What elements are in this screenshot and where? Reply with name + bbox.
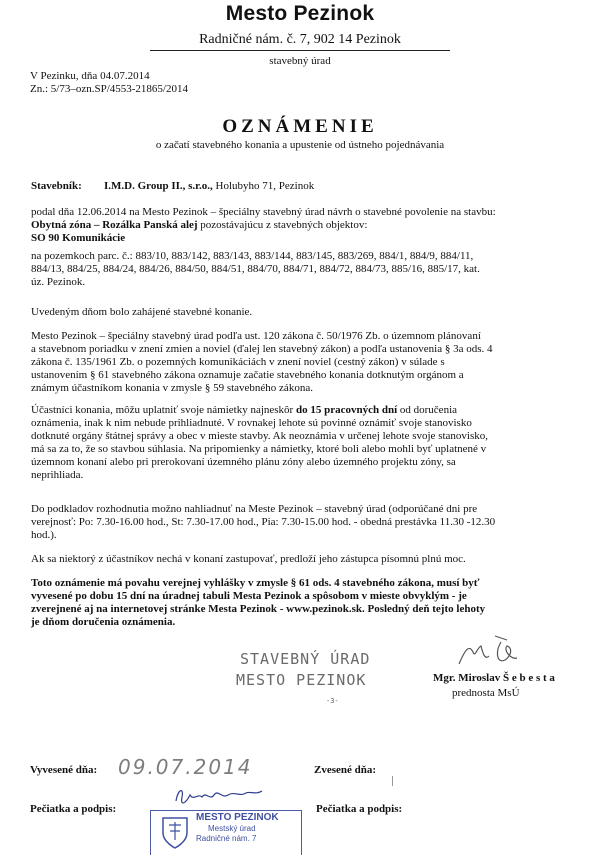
objections-line: má sa za to, že so stavbou súhlasia. Na pripomienky a námietky, ktoré boli alebo mohli byť uplatnené v <box>31 443 487 455</box>
publication-line: Toto oznámenie má povahu verejnej vyhlášky v zmysle § 61 ods. 4 stavebného zákona, musí byť <box>31 577 480 589</box>
publication-line: je dňom doručenia oznámenia. <box>31 616 176 628</box>
inspection-line: hod.). <box>31 529 57 541</box>
objections-post: od doručenia <box>397 404 458 416</box>
objections-line: dotknuté orgány štátnej správy a obec v mieste stavby. Ak neoznámia v určenej lehote svoje stanovisko, <box>31 430 488 442</box>
objections-line <box>31 404 580 417</box>
file-number: Zn.: 5/73–ozn.SP/4553-21865/2014 <box>30 83 188 95</box>
builder-value <box>104 180 314 192</box>
parcels-line: 884/13, 884/25, 884/24, 884/26, 884/50, 884/51, 884/70, 884/71, 884/72, 884/73, 885/16, 885/17, kat. <box>31 263 480 275</box>
city-stamp-line: MESTO PEZINOK <box>196 812 279 823</box>
builder-address: Holubyho 71, Pezinok <box>215 180 315 192</box>
parcels-paragraph <box>31 250 580 289</box>
objections-line: neprihliada. <box>31 469 84 481</box>
issuer-department: stavebný úrad <box>269 55 331 67</box>
representation-paragraph: Ak sa niektorý z účastníkov nechá v konaní zastupovať, predloží jeho zástupca písomnú plnú moc. <box>31 553 466 565</box>
application-paragraph <box>31 206 580 245</box>
inspection-paragraph <box>31 503 580 542</box>
publication-line: vyvesené po dobu 15 dní na úradnej tabuli Mesta Pezinok a spôsobom v mieste obvyklým - je <box>31 590 467 602</box>
objections-paragraph <box>31 404 580 482</box>
legal-basis-paragraph <box>31 330 580 395</box>
project-line <box>31 219 580 232</box>
issuer-address: Radničné nám. č. 7, 902 14 Pezinok <box>199 32 401 47</box>
objections-line: oznámenia, inak k nim nebude prihliadnuté. V rovnakej lehote sú povinné oznámiť svoje stanovisko <box>31 417 472 429</box>
project-name: Obytná zóna – Rozálka Panská alej <box>31 219 198 231</box>
builder-label: Stavebník: <box>31 180 82 192</box>
parcels-line: úz. Pezinok. <box>31 276 86 288</box>
application-line: podal dňa 12.06.2014 na Mesto Pezinok – špeciálny stavebný úrad návrh o stavebné povolenie na stavbu: <box>31 206 496 218</box>
header-divider <box>150 50 450 51</box>
project-suffix: pozostávajúcu z stavebných objektov: <box>197 219 368 231</box>
legal-line: Mesto Pezinok – špeciálny stavebný úrad podľa ust. 120 zákona č. 50/1976 Zb. o územnom plánovaní <box>31 330 481 342</box>
legal-line: a stavebnom poriadku v znení zmien a noviel (ďalej len stavebný zákon) a podľa ustanovenia § 3a ods. 4 <box>31 343 493 355</box>
objections-deadline: do 15 pracovných dní <box>295 404 398 416</box>
coat-of-arms-icon <box>160 815 190 850</box>
city-stamp-line: Radničné nám. 7 <box>196 834 257 843</box>
parcels-line: na pozemkoch parc. č.: 883/10, 883/142, 883/143, 883/144, 883/145, 883/269, 884/1, 884/9, 884/11, <box>31 250 474 262</box>
city-stamp-line: Mestský úrad <box>208 824 256 833</box>
place-date: V Pezinku, dňa 04.07.2014 <box>30 70 150 82</box>
publication-line: zverejnené aj na internetovej stránke Mesta Pezinok - www.pezinok.sk. Posledný deň tejto lehoty <box>31 603 486 615</box>
inspection-line: Do podkladov rozhodnutia možno nahliadnuť na Meste Pezinok – stavebný úrad (odporúčané dni pre <box>31 503 478 515</box>
document-title: OZNÁMENIE <box>222 116 378 137</box>
objections-pre: Účastníci konania, môžu uplatniť svoje námietky najneskôr <box>31 404 296 416</box>
removed-date-label: Zvesené dňa: <box>314 764 377 776</box>
legal-line: zákona č. 135/1961 Zb. o pozemných komunikáciách v znení noviel (cestný zákon) v súlade s <box>31 356 445 368</box>
removed-date-field <box>392 776 397 786</box>
seal-label-right: Pečiatka a podpis: <box>316 803 403 815</box>
posted-date-value: 09.07.2014 <box>118 755 253 779</box>
office-stamp-number: -3- <box>326 697 339 705</box>
posted-date-label: Vyvesené dňa: <box>30 764 98 776</box>
objections-line: územnom konaní alebo pri prerokovaní územného plánu zóny alebo územného projektu zóny, sa <box>31 456 456 468</box>
head-signature-icon <box>455 630 535 675</box>
proceedings-started: Uvedeným dňom bolo zahájené stavebné konanie. <box>31 306 253 318</box>
clerk-signature-icon <box>170 783 270 811</box>
office-stamp-line: MESTO PEZINOK <box>236 671 367 689</box>
office-stamp-line: STAVEBNÝ ÚRAD <box>240 650 371 668</box>
issuer-title: Mesto Pezinok <box>225 2 375 25</box>
publication-paragraph <box>31 577 580 629</box>
builder-name: I.M.D. Group II., s.r.o., <box>104 180 213 192</box>
signatory-role: prednosta MsÚ <box>452 687 520 699</box>
seal-label-left: Pečiatka a podpis: <box>30 803 117 815</box>
building-object: SO 90 Komunikácie <box>31 232 126 244</box>
inspection-line: verejnosť: Po: 7.30-16.00 hod., St: 7.30-17.00 hod., Pia: 7.30-15.00 hod. - obedná prestávka 11.30 -12.30 <box>31 516 496 528</box>
document-subtitle: o začatí stavebného konania a upustenie od ústneho pojednávania <box>155 139 445 151</box>
legal-line: ustanovením § 61 stavebného zákona oznamuje začatie stavebného konania dotknutým orgánom a <box>31 369 464 381</box>
signatory-name: Mgr. Miroslav Š e b e s t a <box>433 672 555 684</box>
legal-line: známym účastníkom konania v zmysle § 59 stavebného zákona. <box>31 382 313 394</box>
